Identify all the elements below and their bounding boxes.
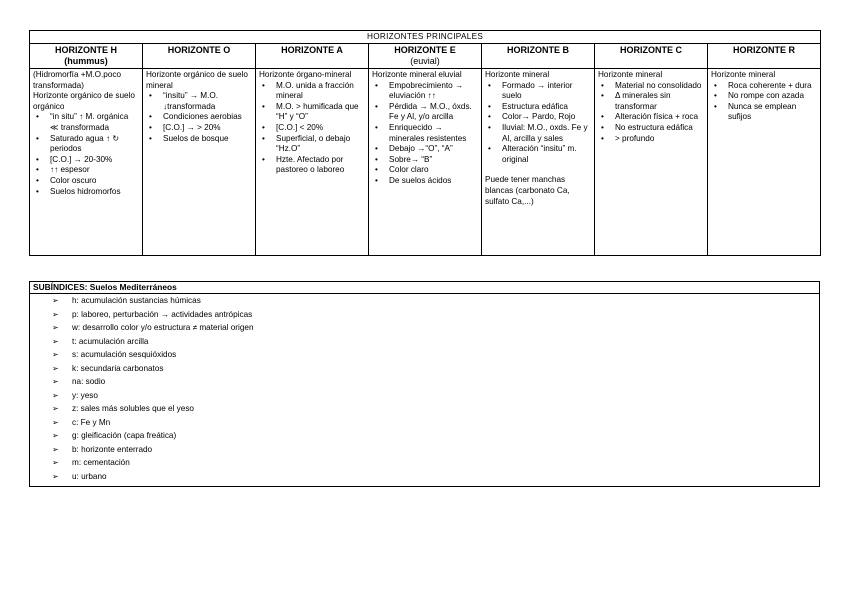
horizon-bullet: • De suelos ácidos	[372, 176, 478, 187]
horizon-cell	[369, 69, 482, 256]
horizon-bullet: • Nunca se emplean sufijos	[711, 102, 817, 123]
horizon-bullet: • > profundo	[598, 134, 704, 145]
horizon-bullet: • Estructura edáfica	[485, 102, 591, 113]
subindex-text: w: desarrollo color y/o estructura ≠ material origen	[72, 323, 254, 332]
subindex-text: u: urbano	[72, 471, 107, 481]
subindex-text: b: horizonte enterrado	[72, 444, 153, 454]
arrow-bullet-icon: ➢	[52, 363, 59, 373]
horizon-bullet: • [C.O.] → 20-30%	[33, 155, 139, 166]
subindex-item	[30, 402, 819, 416]
header-c: HORIZONTE C	[595, 44, 708, 69]
horizon-bullet: • Empobrecimiento → eluviación ↑↑	[372, 81, 478, 102]
horizon-bullets	[485, 81, 591, 166]
subindex-text: t: acumulación arcilla	[72, 336, 149, 346]
subindex-text: z: sales más solubles que el yeso	[72, 404, 194, 413]
subindex-item	[30, 348, 819, 362]
subindex-text: y: yeso	[72, 390, 98, 400]
subindex-item	[30, 321, 819, 335]
subindex-text: p: laboreo, perturbación → actividades antrópicas	[72, 309, 253, 319]
horizon-bullet: • ↑↑ espesor	[33, 165, 139, 176]
subindex-item	[30, 470, 819, 484]
horizon-bullet: • Color oscuro	[33, 176, 139, 187]
arrow-bullet-icon: ➢	[52, 431, 59, 440]
horizon-intro: Horizonte orgánico de suelo mineral	[146, 70, 248, 90]
header-a: HORIZONTE A	[256, 44, 369, 69]
horizon-intro: (Hidromorfía +M.O.poco transformada)	[33, 70, 122, 90]
subindex-item	[30, 294, 819, 308]
horizon-bullet: • Sobre→ “B”	[372, 155, 478, 166]
arrow-bullet-icon: ➢	[52, 296, 59, 305]
horizon-bullet: • Alteración “insitu” m. original	[485, 144, 591, 165]
horizon-bullets	[372, 81, 478, 187]
horizon-bullet: • Suelos de bosque	[146, 134, 252, 145]
horizon-bullets	[259, 81, 365, 176]
horizon-note: Puede tener manchas blancas (carbonato Ca, sulfato Ca,...)	[485, 175, 570, 206]
header-row	[30, 44, 821, 69]
header-h: HORIZONTE H (hummus)	[30, 44, 143, 69]
subindex-item	[30, 389, 819, 403]
horizon-intro: Horizonte órgano-mineral	[259, 70, 352, 79]
horizon-bullet: • “insitu” → M.O. ↓transformada	[146, 91, 252, 112]
horizon-intro: Horizonte mineral eluvial	[372, 70, 462, 79]
horizon-bullets	[711, 81, 817, 123]
header-o: HORIZONTE O	[143, 44, 256, 69]
horizon-intro: Horizonte mineral	[485, 70, 550, 79]
header-e: HORIZONTE E (euvial)	[369, 44, 482, 69]
arrow-bullet-icon: ➢	[52, 417, 59, 427]
horizon-cell	[143, 69, 256, 256]
horizon-intro: Horizonte orgánico de suelo orgánico	[33, 91, 135, 111]
subindex-item	[30, 443, 819, 457]
horizon-bullet: • Alteración física + roca	[598, 112, 704, 123]
horizon-bullet: • Roca coherente + dura	[711, 81, 817, 92]
table-title: HORIZONTES PRINCIPALES	[30, 31, 821, 44]
horizon-cell	[256, 69, 369, 256]
body-row	[30, 69, 821, 256]
horizon-bullet: • [C.O.] → > 20%	[146, 123, 252, 134]
arrow-bullet-icon: ➢	[52, 444, 59, 454]
subindex-item	[30, 429, 819, 443]
horizon-cell	[708, 69, 821, 256]
horizon-bullet: • M.O. > humificada que “H” y “O”	[259, 102, 365, 123]
horizon-bullet: • Color claro	[372, 165, 478, 176]
horizon-bullet: • Formado → interior suelo	[485, 81, 591, 102]
arrow-bullet-icon: ➢	[52, 323, 59, 332]
horizon-bullet: • Δ minerales sin transformar	[598, 91, 704, 112]
horizon-bullet: • M.O. unida a fracción mineral	[259, 81, 365, 102]
horizon-bullets	[598, 81, 704, 145]
subindex-text: h: acumulación sustancias húmicas	[72, 296, 201, 305]
horizon-cell	[595, 69, 708, 256]
horizon-bullet: • Color→ Pardo, Rojo	[485, 112, 591, 123]
horizon-bullet: • Pérdida → M.O., óxds. Fe y Al, y/o arcilla	[372, 102, 478, 123]
horizon-cell	[30, 69, 143, 256]
arrow-bullet-icon: ➢	[52, 309, 59, 319]
horizon-bullets	[146, 91, 252, 144]
horizon-bullet: • Hzte. Afectado por pastoreo o laboreo	[259, 155, 365, 176]
horizon-intro: Horizonte mineral	[598, 70, 663, 79]
subindex-text: g: gleificación (capa freática)	[72, 431, 177, 440]
arrow-bullet-icon: ➢	[52, 350, 59, 359]
subindex-item	[30, 416, 819, 430]
horizon-bullet: • Suelos hidromorfos	[33, 187, 139, 198]
subindex-text: na: sodio	[72, 377, 106, 386]
horizon-bullet: • No rompe con azada	[711, 91, 817, 102]
arrow-bullet-icon: ➢	[52, 404, 59, 413]
horizon-bullet: • Iluvial: M.O., oxds. Fe y Al, arcilla y sales	[485, 123, 591, 144]
horizon-bullet: • Debajo →“O”, “A”	[372, 144, 478, 155]
horizon-bullet: • No estructura edáfica	[598, 123, 704, 134]
header-b: HORIZONTE B	[482, 44, 595, 69]
arrow-bullet-icon: ➢	[52, 458, 59, 467]
horizon-cell	[482, 69, 595, 256]
horizon-bullet: • Material no consolidado	[598, 81, 704, 92]
horizons-table	[29, 30, 821, 256]
subindex-item	[30, 335, 819, 349]
horizon-bullet: • [C.O.] < 20%	[259, 123, 365, 134]
subindex-text: m: cementación	[72, 458, 130, 467]
arrow-bullet-icon: ➢	[52, 377, 59, 386]
subindices-heading: SUBÍNDICES: Suelos Mediterráneos	[30, 282, 819, 294]
subindex-text: k: secundaria carbonatos	[72, 363, 164, 373]
subindices-list	[30, 294, 819, 483]
subindex-item	[30, 375, 819, 389]
horizon-bullet: • Condiciones aerobias	[146, 112, 252, 123]
horizon-bullet: • Saturado agua ↑ ↻ periodos	[33, 134, 139, 155]
arrow-bullet-icon: ➢	[52, 336, 59, 346]
subindex-item	[30, 308, 819, 322]
subindex-text: c: Fe y Mn	[72, 417, 111, 427]
subindex-text: s: acumulación sesquióxidos	[72, 350, 177, 359]
subindex-item	[30, 456, 819, 470]
arrow-bullet-icon: ➢	[52, 471, 59, 481]
header-r: HORIZONTE R	[708, 44, 821, 69]
subindices-box	[29, 281, 820, 487]
horizon-bullet: • Superficial, o debajo “Hz.O”	[259, 134, 365, 155]
horizon-bullets	[33, 112, 139, 197]
horizon-bullet: • “in situ” ↑ M. orgánica ≪ transformada	[33, 112, 139, 133]
horizon-bullet: • Enriquecido → minerales resistentes	[372, 123, 478, 144]
subindex-item	[30, 362, 819, 376]
arrow-bullet-icon: ➢	[52, 390, 59, 400]
horizon-intro: Horizonte mineral	[711, 70, 776, 79]
